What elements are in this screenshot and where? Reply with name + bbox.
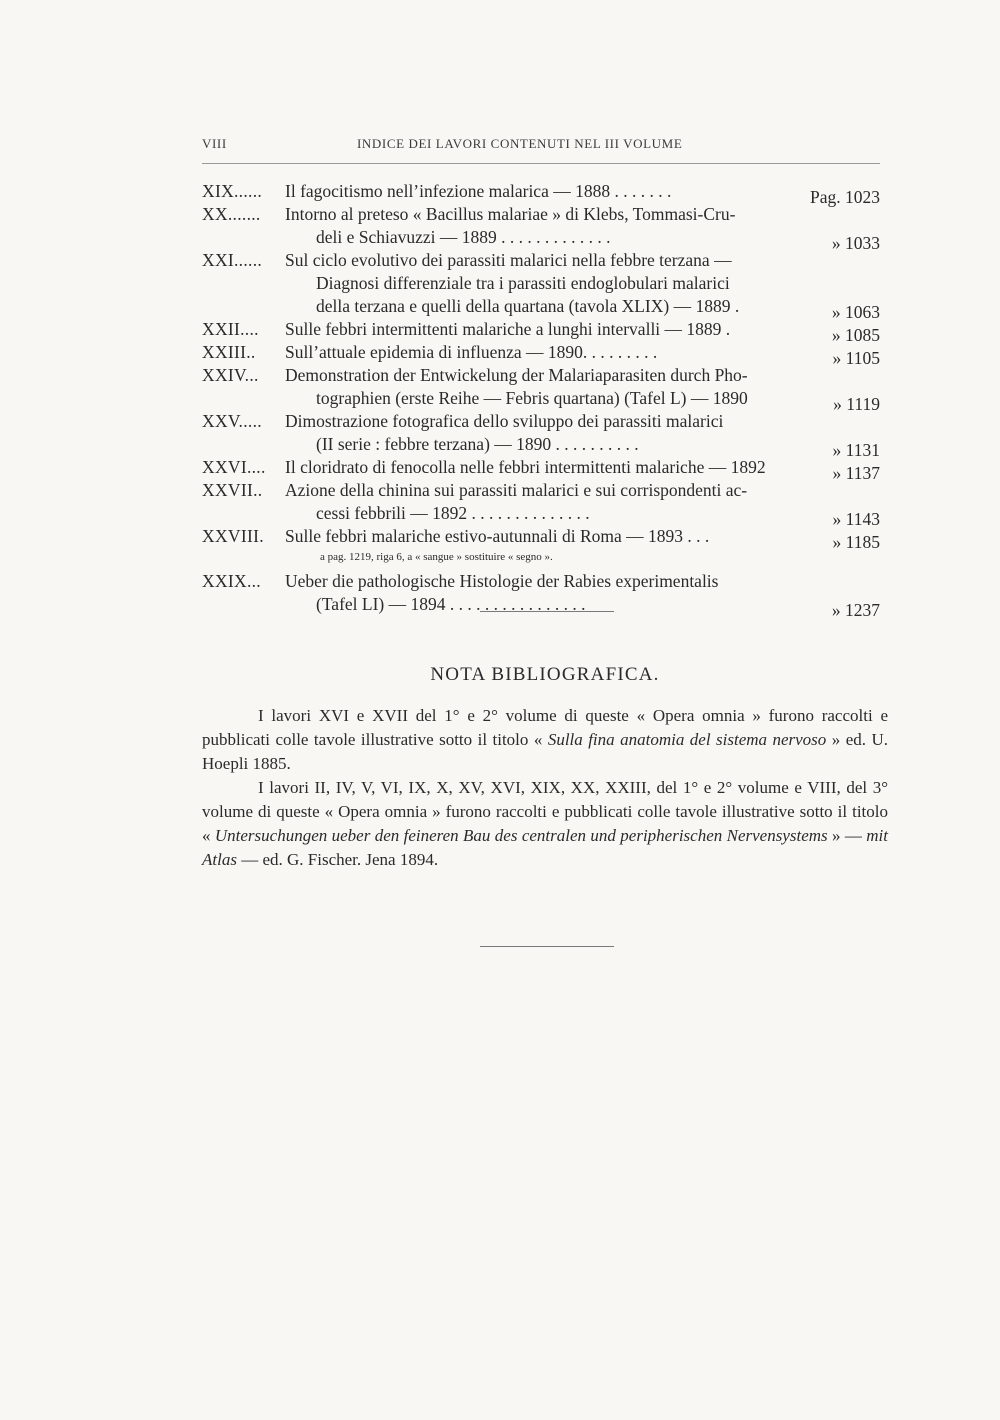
entry-number: XXII....	[202, 319, 259, 339]
toc-entry	[202, 525, 880, 552]
entry-title-line: Dimostrazione fotografica dello sviluppo dei parassiti malarici	[285, 411, 724, 431]
entry-title-line: Ueber die pathologische Histologie der Rabies experimentalis	[285, 571, 719, 591]
entry-title-line: Sul ciclo evolutivo dei parassiti malarici nella febbre terzana —	[285, 250, 732, 270]
toc-entry	[202, 479, 880, 529]
end-divider	[480, 946, 614, 947]
entry-title-line: deli e Schiavuzzi — 1889 . . . . . . . . . . . . .	[316, 227, 611, 247]
entry-page-ref: » 1085	[831, 325, 880, 345]
entry-number: XIX......	[202, 181, 263, 201]
section-divider	[480, 611, 614, 612]
entry-page-ref: » 1105	[832, 348, 880, 368]
table-of-contents	[202, 180, 880, 620]
entry-title-line: Diagnosi differenziale tra i parassiti endoglobulari malarici	[316, 273, 730, 293]
entry-title-line: Sull’attuale epidemia di influenza — 1890. . . . . . . . .	[285, 342, 658, 362]
entry-title-line: (II serie : febbre terzana) — 1890 . . . . . . . . . .	[316, 434, 639, 454]
toc-entry	[202, 180, 880, 207]
entry-title-line: cessi febbrili — 1892 . . . . . . . . . . . . . .	[316, 503, 590, 523]
entry-number: XXVI....	[202, 457, 266, 477]
entry-title-line: Intorno al preteso « Bacillus malariae » di Klebs, Tommasi-Cru-	[285, 204, 736, 224]
entry-page-ref: » 1119	[833, 394, 880, 414]
toc-entry	[202, 203, 880, 253]
toc-entry	[202, 249, 880, 322]
entry-title-line: Demonstration der Entwickelung der Malariaparasiten durch Pho-	[285, 365, 748, 385]
entry-number: XXV.....	[202, 411, 262, 431]
entry-page-ref: » 1131	[832, 440, 880, 460]
paragraph: I lavori XVI e XVII del 1° e 2° volume di queste « Opera omnia » furono raccolti e pubblicati colle tavole illustrative sotto il titolo « Sulla fina anatomia del sistema nervoso » ed. U. Hoepli 1885.	[202, 706, 888, 773]
toc-entry	[202, 456, 880, 483]
entry-page-ref: » 1033	[831, 233, 880, 253]
entry-page-ref: » 1185	[832, 532, 880, 552]
toc-entry	[202, 341, 880, 368]
toc-entry	[202, 364, 880, 414]
entry-title-line: (Tafel LI) — 1894 . . . . . . . . . . . . . . . .	[316, 594, 586, 614]
entry-page-ref: » 1143	[832, 509, 880, 529]
toc-entry	[202, 410, 880, 460]
toc-entry	[202, 570, 880, 620]
entry-number: XXIII..	[202, 342, 256, 362]
entry-title-line: della terzana e quelli della quartana (tavola XLIX) — 1889 .	[316, 296, 740, 316]
entry-number: XXI......	[202, 250, 263, 270]
erratum-note: a pag. 1219, riga 6, a « sangue » sostituire « segno ».	[320, 551, 553, 563]
entry-page-ref: Pag. 1023	[810, 187, 880, 207]
toc-entry	[202, 318, 880, 345]
bibliographic-note	[202, 704, 888, 872]
entry-number: XXIX...	[202, 571, 261, 591]
paragraph: I lavori II, IV, V, VI, IX, X, XV, XVI, XIX, XX, XXIII, del 1° e 2° volume e VIII, del 3° volume di queste « Opera omnia » furono raccolti e pubblicati colle tavole illustrative sotto il titolo « Untersuchungen ueber den feineren Bau des centralen und peripherischen Nervensystems » — mit Atlas — ed. G. Fischer. Jena 1894.	[202, 778, 889, 869]
entry-title-line: tographien (erste Reihe — Febris quartana) (Tafel L) — 1890	[316, 388, 748, 408]
header-rule	[202, 163, 880, 164]
entry-number: XXVIII.	[202, 526, 264, 546]
entry-page-ref: » 1137	[832, 463, 880, 483]
running-title: INDICE DEI LAVORI CONTENUTI NEL III VOLUME	[357, 136, 683, 151]
section-title: NOTA BIBLIOGRAFICA.	[430, 664, 660, 685]
entry-title-line: Sulle febbri malariche estivo-autunnali di Roma — 1893 . . .	[285, 526, 710, 546]
entry-page-ref: » 1237	[831, 600, 880, 620]
entry-number: XX.......	[202, 204, 261, 224]
entry-number: XXVII..	[202, 480, 263, 500]
entry-title-line: Il cloridrato di fenocolla nelle febbri intermittenti malariche — 1892	[285, 457, 766, 477]
page-number: VIII	[202, 136, 227, 151]
entry-page-ref: » 1063	[831, 302, 880, 322]
entry-title-line: Azione della chinina sui parassiti malarici e sui corrispondenti ac-	[285, 480, 748, 500]
entry-title-line: Sulle febbri intermittenti malariche a lunghi intervalli — 1889 .	[285, 319, 731, 339]
entry-number: XXIV...	[202, 365, 259, 385]
entry-title-line: Il fagocitismo nell’infezione malarica — 1888 . . . . . . .	[285, 181, 672, 201]
